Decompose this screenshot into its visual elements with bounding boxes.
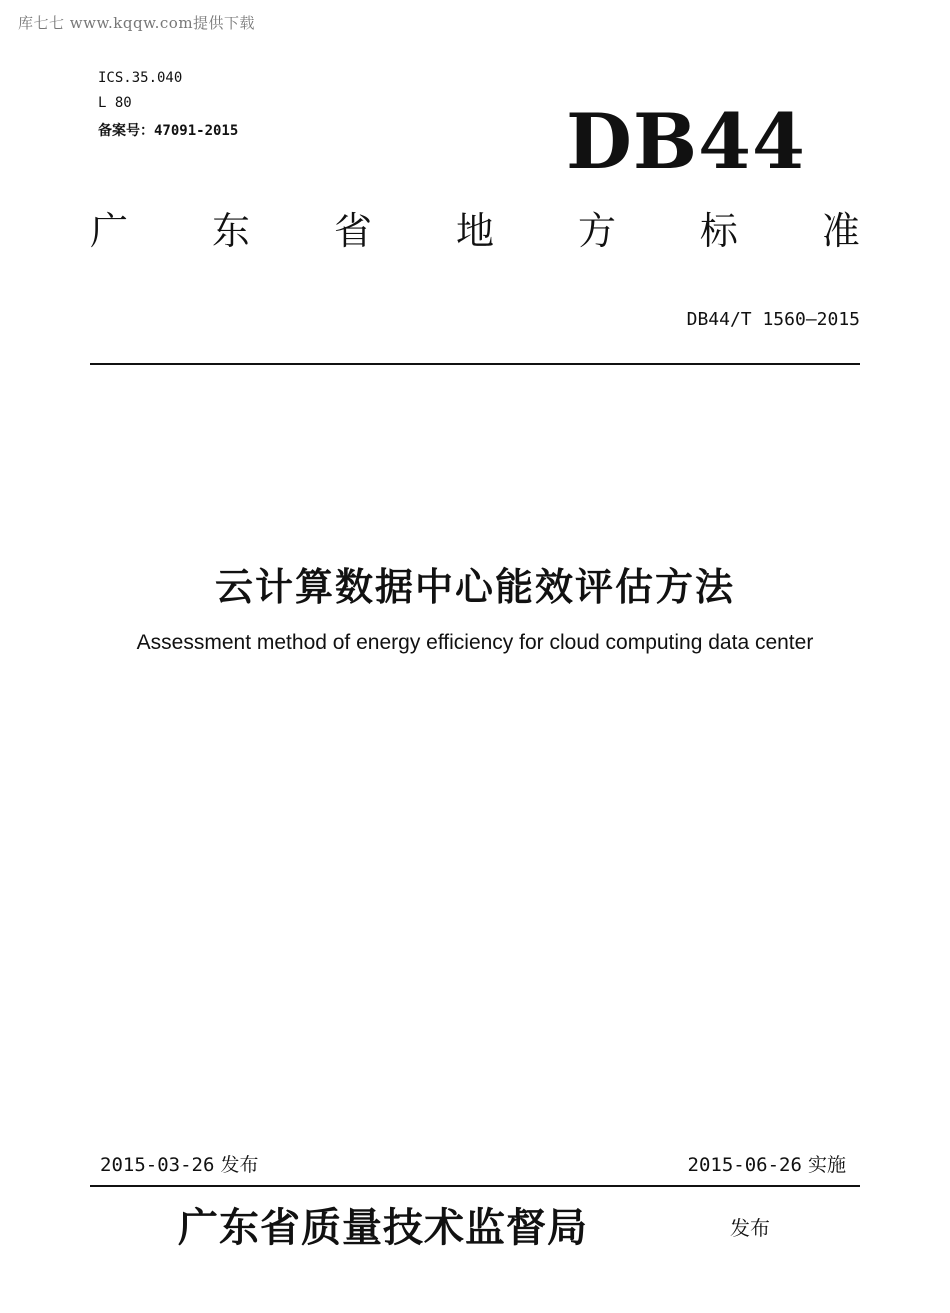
standard-kind-char: 东	[211, 209, 250, 253]
implement-label: 实施	[807, 1154, 846, 1176]
release-date	[100, 1150, 258, 1177]
standard-kind-char: 广	[90, 209, 129, 253]
ccs-code: L 80	[98, 95, 132, 111]
standard-kind-heading	[90, 209, 860, 253]
release-label: 发布	[220, 1154, 259, 1176]
document-title-cn: 云计算数据中心能效评估方法	[214, 565, 735, 609]
release-date-value: 2015-03-26	[100, 1154, 215, 1176]
bottom-divider	[90, 1185, 860, 1187]
implement-date-value: 2015-06-26	[687, 1154, 802, 1176]
top-divider	[90, 363, 860, 365]
issuing-label: 发布	[730, 1216, 770, 1240]
filing-number: 备案号：47091-2015	[98, 123, 239, 139]
standard-kind-char: 地	[455, 209, 494, 253]
watermark-text: 库七七 www.kqqw.com提供下载	[18, 14, 256, 32]
implement-date	[688, 1150, 846, 1177]
standard-number: DB44/T 1560—2015	[686, 309, 860, 330]
ics-code: ICS.35.040	[98, 70, 183, 86]
standard-kind-char: 方	[577, 209, 616, 253]
db-code-title: DB44	[566, 97, 806, 186]
standard-kind-char: 标	[699, 209, 738, 253]
standard-kind-char: 准	[821, 209, 860, 253]
standard-kind-char: 省	[333, 209, 372, 253]
issuing-authority: 广东省质量技术监督局	[178, 1204, 588, 1251]
document-title-en: Assessment method of energy efficiency for cloud computing data center	[136, 631, 814, 654]
